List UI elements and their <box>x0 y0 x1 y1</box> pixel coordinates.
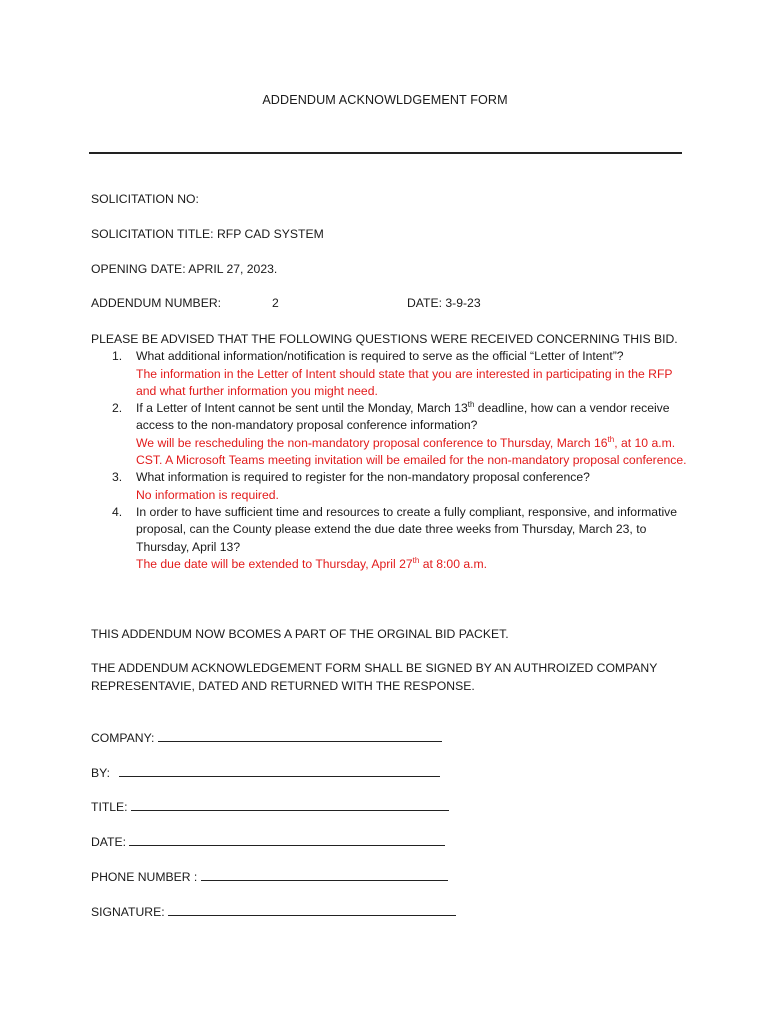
title-input[interactable] <box>131 800 449 811</box>
title-divider <box>89 152 682 154</box>
addendum-number-label: ADDENDUM NUMBER: <box>91 296 222 310</box>
solicitation-title: SOLICITATION TITLE: RFP CAD SYSTEM <box>91 227 324 241</box>
answer-text: We will be rescheduling the non-mandatory proposal conference to Thursday, March 16th, at 10 a.m. CST. A Microsoft Teams meeting invitation will be emailed for the non-mandatory proposal conference. <box>136 434 687 468</box>
question-number: 4. <box>112 504 123 519</box>
signature-field <box>91 905 456 919</box>
sign-instruction: THE ADDENDUM ACKNOWLEDGEMENT FORM SHALL BE SIGNED BY AN AUTHROIZED COMPANY REPRESENTAVIE, DATED AND RETURNED WITH THE RESPONSE. <box>91 661 658 693</box>
addendum-number-value: 2 <box>272 296 279 310</box>
by-input[interactable] <box>119 766 440 777</box>
phone-input[interactable] <box>201 870 448 881</box>
question-number: 1. <box>112 349 123 364</box>
question-number: 3. <box>112 470 123 485</box>
company-field <box>91 731 442 745</box>
question-text: What additional information/notification is required to serve as the official “Letter of Intent”? <box>136 349 624 364</box>
question-item <box>91 400 691 469</box>
signature-label: SIGNATURE: <box>91 905 165 919</box>
by-label: BY: <box>91 766 110 780</box>
date-field <box>91 835 445 849</box>
question-text: In order to have sufficient time and resources to create a fully compliant, responsive, and informative proposal, can the County please extend the due date three weeks from Thursday, March 23, to Thursday, April 13? <box>136 504 678 554</box>
questions-intro: PLEASE BE ADVISED THAT THE FOLLOWING QUESTIONS WERE RECEIVED CONCERNING THIS BID. <box>91 332 678 346</box>
question-number: 2. <box>112 401 123 416</box>
title-label: TITLE: <box>91 800 128 814</box>
question-item <box>91 504 691 573</box>
form-title: ADDENDUM ACKNOWLDGEMENT FORM <box>262 93 508 107</box>
answer-text: The due date will be extended to Thursday, April 27th at 8:00 a.m. <box>136 555 488 571</box>
questions-section <box>91 331 691 573</box>
opening-date: OPENING DATE: APRIL 27, 2023. <box>91 262 278 276</box>
signature-input[interactable] <box>168 905 456 916</box>
date-input[interactable] <box>129 835 445 846</box>
question-item <box>91 469 691 504</box>
answer-text: The information in the Letter of Intent should state that you are interested in participating in the RFP and what further information you might need. <box>136 366 673 398</box>
answer-text: No information is required. <box>136 487 279 502</box>
addendum-date: DATE: 3-9-23 <box>407 296 481 310</box>
question-text: If a Letter of Intent cannot be sent until the Monday, March 13th deadline, how can a vendor receive access to the non-mandatory proposal conference information? <box>136 400 670 433</box>
question-list <box>91 348 691 573</box>
solicitation-no: SOLICITATION NO: <box>91 192 199 206</box>
title-field <box>91 800 449 814</box>
question-item <box>91 348 691 400</box>
date-label: DATE: <box>91 835 126 849</box>
phone-label: PHONE NUMBER : <box>91 870 198 884</box>
addendum-part-statement: THIS ADDENDUM NOW BCOMES A PART OF THE ORGINAL BID PACKET. <box>91 627 509 641</box>
by-field <box>91 766 440 780</box>
question-text: What information is required to register for the non-mandatory proposal conference? <box>136 470 590 485</box>
company-input[interactable] <box>158 731 442 742</box>
phone-field <box>91 870 448 884</box>
company-label: COMPANY: <box>91 731 155 745</box>
